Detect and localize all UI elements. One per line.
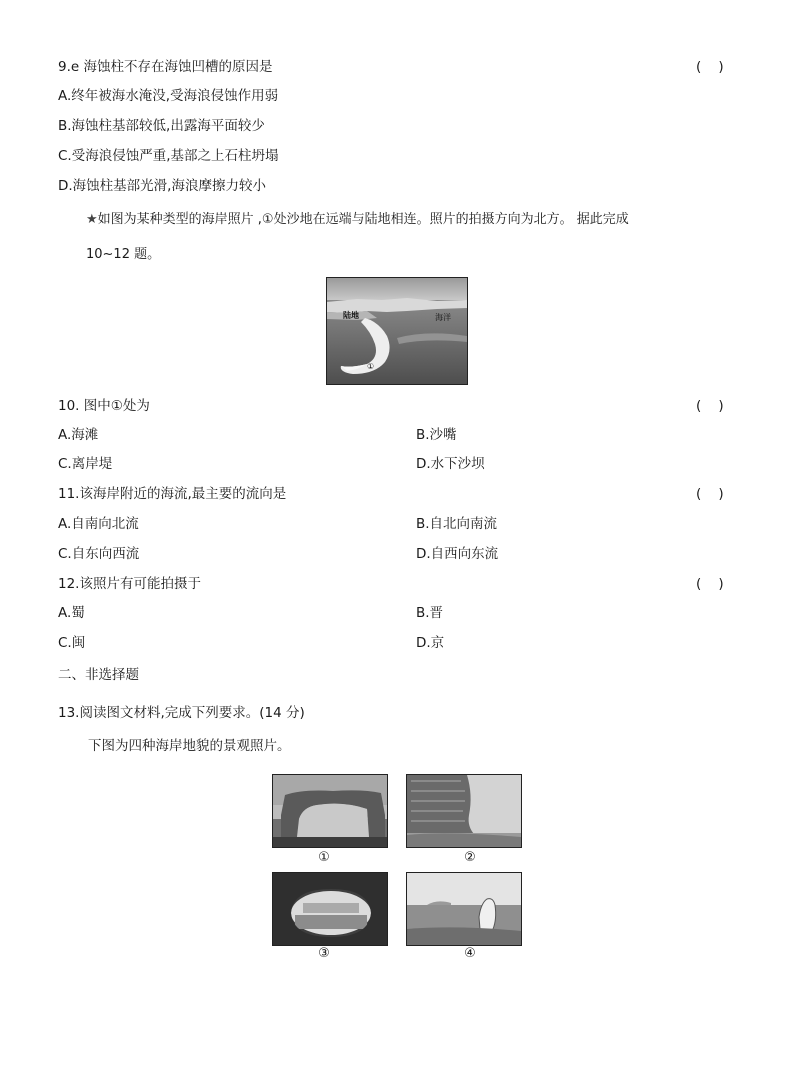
sea-stack-graphic bbox=[407, 873, 521, 945]
star-icon: ★ bbox=[86, 212, 98, 227]
q9-stem: 9.e 海蚀柱不存在海蚀凹槽的原因是 bbox=[58, 59, 273, 75]
q9-option-d: D.海蚀柱基部光滑,海浪摩擦力较小 bbox=[58, 178, 266, 194]
q11-option-d: D.自西向东流 bbox=[416, 546, 499, 562]
landform-photo-3 bbox=[272, 872, 388, 946]
q10-stem: 10. 图中①处为 bbox=[58, 398, 150, 414]
q11-option-a: A.自南向北流 bbox=[58, 516, 139, 532]
sea-arch-graphic bbox=[273, 775, 387, 847]
landform-photo-4 bbox=[406, 872, 522, 946]
q10-option-b: B.沙嘴 bbox=[416, 427, 457, 443]
label-marker-1: ① bbox=[367, 362, 375, 371]
q12-option-a: A.蜀 bbox=[58, 605, 85, 621]
q11-answer-paren: ( ) bbox=[696, 486, 724, 502]
q9-option-b: B.海蚀柱基部较低,出露海平面较少 bbox=[58, 118, 265, 134]
q12-option-b: B.晋 bbox=[416, 605, 444, 621]
q10-answer-paren: ( ) bbox=[696, 398, 724, 414]
q10-option-a: A.海滩 bbox=[58, 427, 99, 443]
label-land: 陆地 bbox=[343, 311, 359, 320]
q11-option-c: C.自东向西流 bbox=[58, 546, 140, 562]
q13-description: 下图为四种海岸地貌的景观照片。 bbox=[88, 738, 291, 754]
photo-caption-4: ④ bbox=[464, 946, 476, 961]
q13-stem: 13.阅读图文材料,完成下列要求。(14 分) bbox=[58, 705, 305, 721]
q9-option-a: A.终年被海水淹没,受海浪侵蚀作用弱 bbox=[58, 88, 279, 104]
q11-stem: 11.该海岸附近的海流,最主要的流向是 bbox=[58, 486, 287, 502]
q12-option-d: D.京 bbox=[416, 635, 445, 651]
q11-option-b: B.自北向南流 bbox=[416, 516, 498, 532]
sea-cliff-graphic bbox=[407, 775, 521, 847]
q12-answer-paren: ( ) bbox=[696, 576, 724, 592]
coast-photo-graphic bbox=[327, 278, 467, 384]
sea-cave-graphic bbox=[273, 873, 387, 945]
coast-photo bbox=[326, 277, 468, 385]
q9-option-c: C.受海浪侵蚀严重,基部之上石柱坍塌 bbox=[58, 148, 279, 164]
landform-photo-2 bbox=[406, 774, 522, 848]
photo-caption-3: ③ bbox=[318, 946, 330, 961]
landform-photo-1 bbox=[272, 774, 388, 848]
q9-answer-paren: ( ) bbox=[696, 59, 724, 75]
q10-option-d: D.水下沙坝 bbox=[416, 456, 485, 472]
photo-caption-2: ② bbox=[464, 850, 476, 865]
q10-option-c: C.离岸堤 bbox=[58, 456, 113, 472]
label-sea: 海洋 bbox=[435, 313, 451, 322]
intro-text: 如图为某种类型的海岸照片 ,①处沙地在远端与陆地相连。照片的拍摄方向为北方。 据此完成 bbox=[97, 212, 629, 227]
q12-option-c: C.闽 bbox=[58, 635, 86, 651]
q12-stem: 12.该照片有可能拍摄于 bbox=[58, 576, 201, 592]
section-2-title: 二、非选择题 bbox=[58, 667, 139, 683]
intro-line-1 bbox=[86, 211, 629, 229]
intro-line-2: 10~12 题。 bbox=[86, 247, 161, 262]
photo-caption-1: ① bbox=[318, 850, 330, 865]
